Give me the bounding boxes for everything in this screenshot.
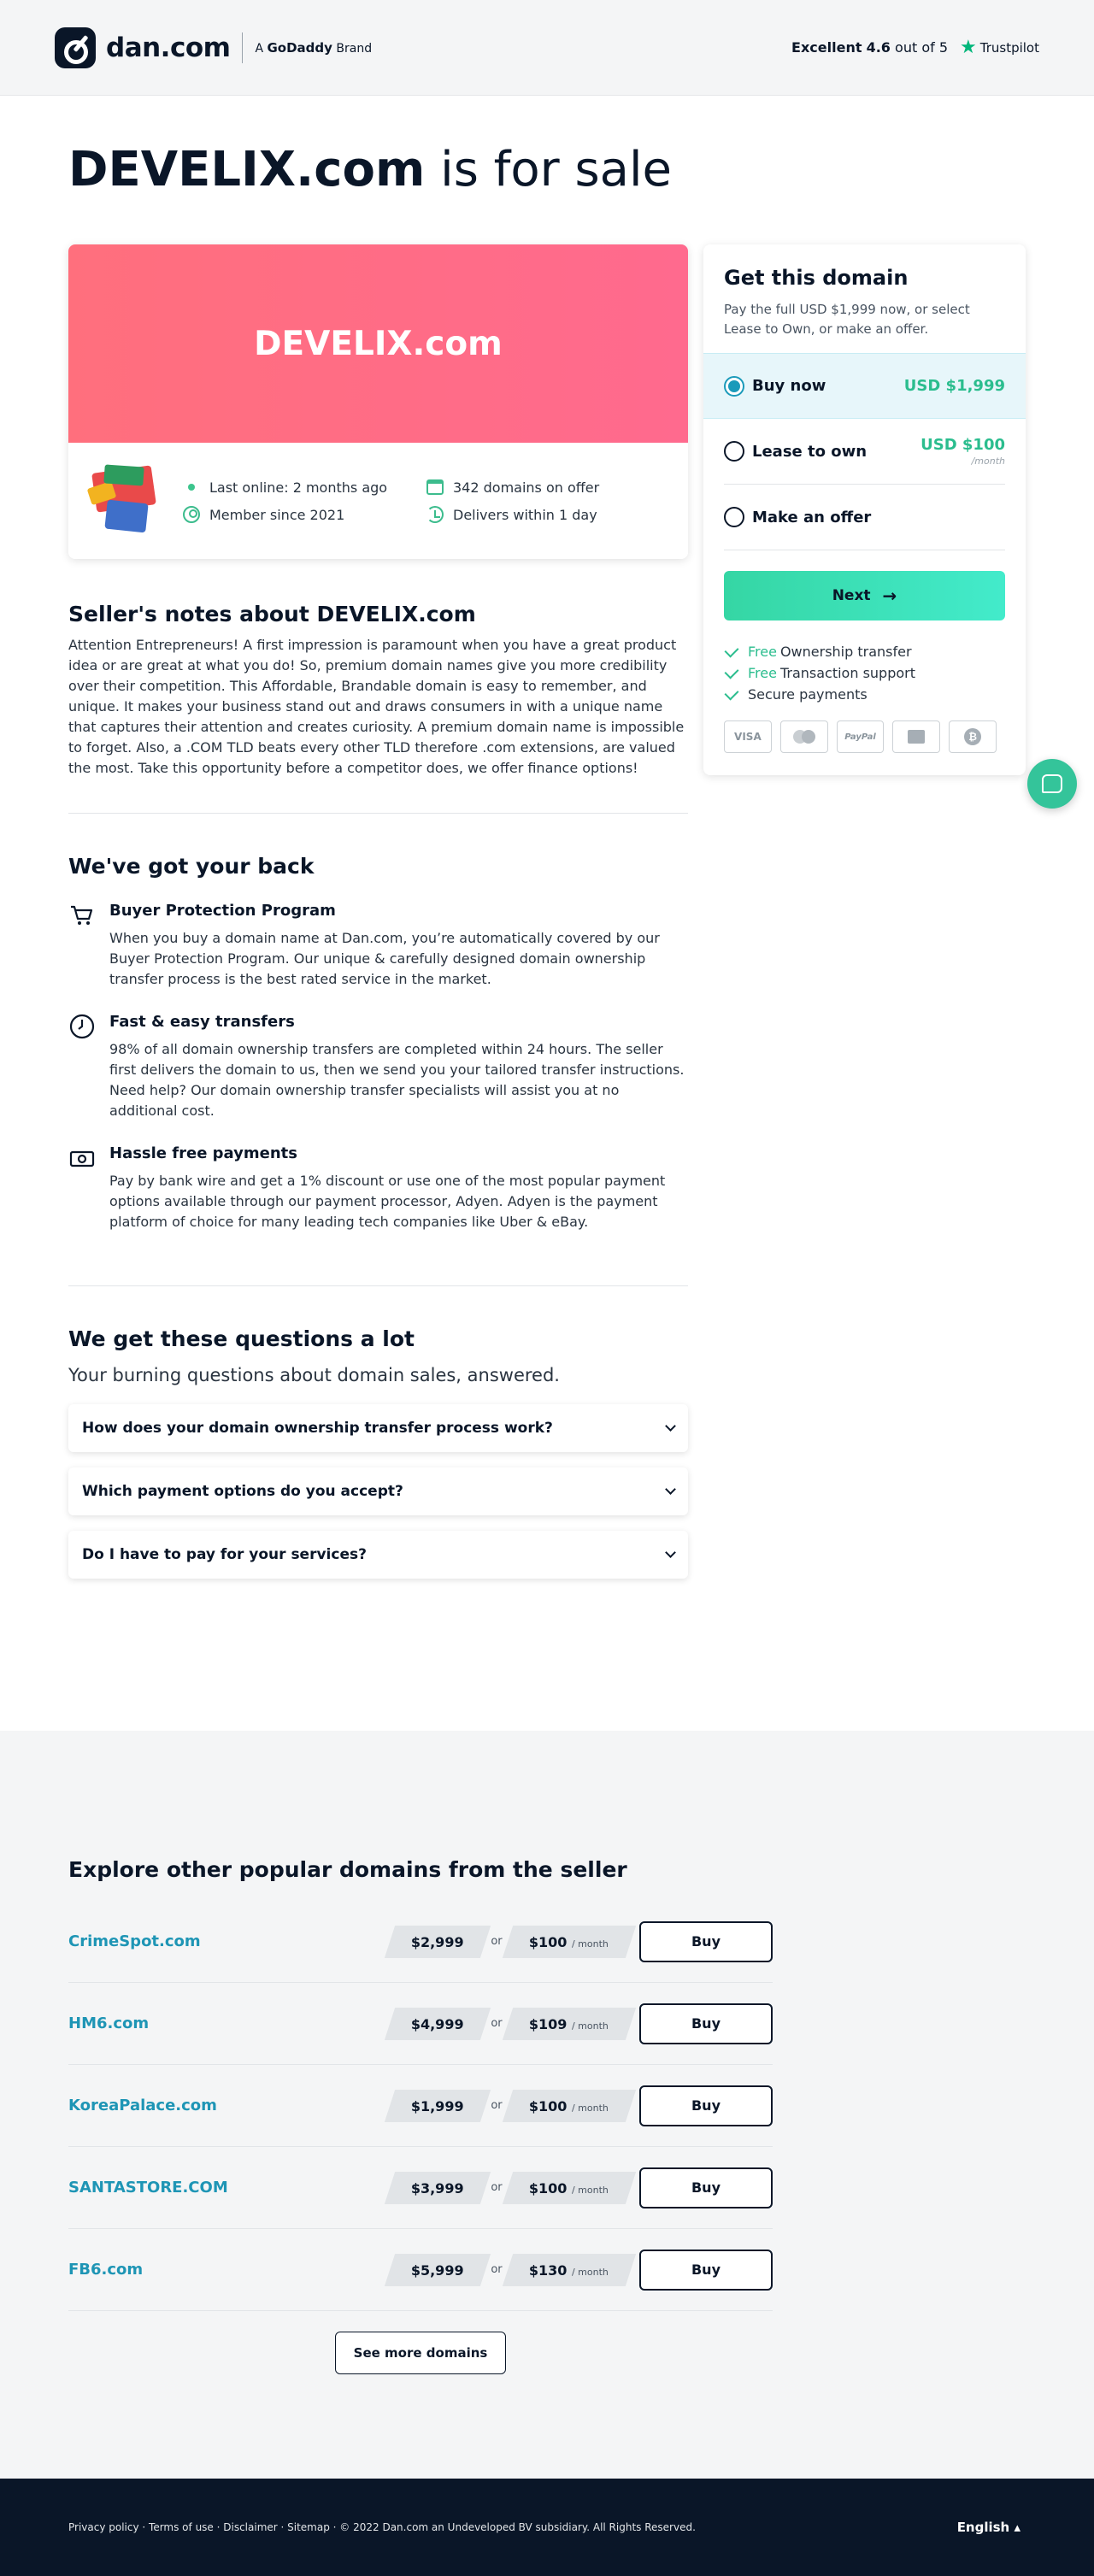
- banner-domain-text: DEVELIX.com: [254, 324, 503, 363]
- visa-icon: VISA: [724, 720, 772, 753]
- online-dot-icon: [182, 478, 201, 497]
- domain-price: $1,999: [385, 2090, 491, 2122]
- chat-button[interactable]: [1027, 759, 1077, 809]
- left-column: [68, 244, 688, 1594]
- language-selector[interactable]: English ▴: [956, 2520, 1020, 2535]
- domains-on-offer[interactable]: 342 domains on offer: [426, 473, 669, 501]
- footer: [0, 2479, 1094, 2576]
- radio-icon[interactable]: [724, 441, 744, 462]
- paypal-icon: PayPal: [837, 720, 885, 753]
- domain-price: $4,999: [385, 2008, 491, 2040]
- member-since: Member since 2021: [182, 501, 426, 528]
- seller-info: [68, 443, 688, 559]
- domain-lease-price: $130 / month: [503, 2254, 636, 2286]
- faq-heading: We get these questions a lot: [68, 1326, 415, 1351]
- faq-item[interactable]: Which payment options do you accept?: [68, 1467, 688, 1515]
- delivery-time: Delivers within 1 day: [426, 501, 669, 528]
- seller-notes-heading: Seller's notes about DEVELIX.com: [68, 602, 476, 626]
- last-online: Last online: 2 months ago: [182, 473, 426, 501]
- check-icon: [725, 685, 739, 700]
- check-icon: [725, 664, 739, 679]
- feature-title: Fast & easy transfers: [109, 1013, 295, 1031]
- domain-price: $5,999: [385, 2254, 491, 2286]
- clock-icon: [426, 505, 444, 524]
- got-your-back-heading: We've got your back: [68, 854, 315, 879]
- domain-link[interactable]: HM6.com: [68, 2014, 150, 2032]
- buy-button[interactable]: Buy: [639, 2250, 773, 2291]
- chevron-down-icon: [665, 1484, 676, 1495]
- footer-links[interactable]: Privacy policy · Terms of use · Disclaimer · Sitemap · © 2022 Dan.com an Undeveloped BV subsidiary. All Rights Reserved.: [68, 2521, 696, 2533]
- arrow-right-icon: →: [882, 585, 897, 606]
- faq-item[interactable]: Do I have to pay for your services?: [68, 1531, 688, 1579]
- buy-button[interactable]: Buy: [639, 2085, 773, 2126]
- explore-section: [0, 1731, 1094, 2479]
- domain-row: CrimeSpot.com $2,999 or $100 / month Buy: [68, 1901, 773, 1983]
- chevron-down-icon: [665, 1420, 676, 1432]
- trustpilot-label: Trustpilot: [979, 39, 1039, 56]
- check-icon: [725, 643, 739, 657]
- domain-lease-price: $109 / month: [503, 2008, 636, 2040]
- feature-text: When you buy a domain name at Dan.com, you’re automatically covered by our Buyer Protection Program. Our unique & carefully designed domain ownership transfer process is the best rated service in the market.: [109, 930, 660, 987]
- top-header: [0, 0, 1094, 96]
- right-column: [703, 244, 1026, 1594]
- domain-lease-price: $100 / month: [503, 2090, 636, 2122]
- lease-price: USD $100 /month: [920, 436, 1005, 467]
- domain-price: $2,999: [385, 1926, 491, 1958]
- payment-methods: [703, 705, 1026, 775]
- buy-button[interactable]: Buy: [639, 1921, 773, 1962]
- rating-word: Excellent: [791, 39, 862, 56]
- domain-link[interactable]: KoreaPalace.com: [68, 2097, 217, 2114]
- feature-fast-transfers: [68, 1013, 688, 1121]
- page-title: DEVELIX.com is for sale: [68, 142, 672, 197]
- user-icon: [182, 505, 201, 524]
- godaddy-brand-label: A GoDaddy Brand: [255, 39, 373, 56]
- domain-price: $3,999: [385, 2172, 491, 2204]
- radio-icon[interactable]: [724, 507, 744, 527]
- domain-row: SANTASTORE.COM $3,999 or $100 / month Buy: [68, 2147, 773, 2229]
- domain-link[interactable]: CrimeSpot.com: [68, 1932, 201, 1950]
- trustpilot-star-icon: ★: [960, 37, 977, 58]
- buy-panel-title: Get this domain: [724, 266, 909, 290]
- domain-row: FB6.com $5,999 or $130 / month Buy: [68, 2229, 773, 2311]
- feature-title: Hassle free payments: [109, 1144, 297, 1162]
- brand[interactable]: [55, 27, 372, 68]
- money-icon: [68, 1144, 96, 1172]
- faq-subheading: Your burning questions about domain sales, answered.: [68, 1365, 560, 1385]
- domain-row: KoreaPalace.com $1,999 or $100 / month Buy: [68, 2065, 773, 2147]
- feature-hassle-free: [68, 1144, 688, 1232]
- next-button[interactable]: Next →: [724, 571, 1005, 620]
- see-more-domains-button[interactable]: See more domains: [335, 2332, 506, 2374]
- dan-logo-icon: [55, 27, 96, 68]
- perk-item: Free Ownership transfer: [724, 641, 1005, 662]
- bank-icon: [892, 720, 940, 753]
- mastercard-icon: [780, 720, 828, 753]
- domain-link[interactable]: SANTASTORE.COM: [68, 2179, 228, 2197]
- faq-item[interactable]: How does your domain ownership transfer process work?: [68, 1404, 688, 1452]
- brand-divider: [242, 32, 243, 63]
- perk-item: Free Transaction support: [724, 662, 1005, 684]
- section-divider: [68, 813, 688, 814]
- feature-buyer-protection: [68, 902, 688, 990]
- perk-item: Secure payments: [724, 684, 1005, 705]
- trustpilot-rating[interactable]: [791, 37, 1039, 58]
- domain-row: HM6.com $4,999 or $109 / month Buy: [68, 1983, 773, 2065]
- domain-link[interactable]: FB6.com: [68, 2261, 144, 2279]
- buy-panel-description: Pay the full USD $1,999 now, or select Lease to Own, or make an offer.: [724, 302, 970, 337]
- rating-suffix: out of 5: [895, 39, 949, 56]
- domain-lease-price: $100 / month: [503, 1926, 636, 1958]
- explore-heading: Explore other popular domains from the seller: [68, 1857, 627, 1882]
- buy-now-price: USD $1,999: [903, 377, 1005, 395]
- chevron-down-icon: [665, 1547, 676, 1558]
- feature-title: Buyer Protection Program: [109, 902, 336, 920]
- chat-bubble-icon: [1042, 774, 1062, 793]
- brand-name: dan.com: [106, 32, 231, 63]
- bitcoin-icon: ₿: [949, 720, 997, 753]
- buy-panel: [703, 244, 1026, 775]
- option-make-offer[interactable]: Make an offer: [703, 485, 1026, 550]
- option-lease-to-own[interactable]: Lease to own USD $100 /month: [703, 419, 1026, 485]
- buy-button[interactable]: Buy: [639, 2167, 773, 2208]
- for-sale-image: [87, 462, 162, 539]
- radio-selected-icon[interactable]: [724, 376, 744, 397]
- perks-list: [703, 641, 1026, 705]
- clock-icon: [68, 1013, 96, 1040]
- main-content: [0, 142, 1094, 1594]
- browser-icon: [426, 478, 444, 497]
- feature-text: 98% of all domain ownership transfers are completed within 24 hours. The seller first delivers the domain to us, then we send you your tailored transfer instructions. Need help? Our domain ownership transfer specialists will assist you at no additional cost.: [109, 1041, 685, 1119]
- seller-notes-text: Attention Entrepreneurs! A first impression is paramount when you have a great product idea or are great at what you do! So, premium domain names give you more credibility over their competition. This Affordable, Brandable domain is easy to remember, and unique. It makes your business stand out and draws consumers in with a unique name that captures their attention and creates curiosity. A premium domain name is impossible to forget. Also, a .COM TLD beats every other TLD therefore .com extensions, are valued the most. Take this opportunity before a competitor does, we offer finance options!: [68, 637, 685, 776]
- section-divider: [68, 1285, 688, 1286]
- domain-hero-card: [68, 244, 688, 559]
- cart-icon: [68, 902, 96, 929]
- domain-banner: [68, 244, 688, 443]
- feature-text: Pay by bank wire and get a 1% discount or use one of the most popular payment options available through our payment processor, Adyen. Adyen is the payment platform of choice for many leading tech companies like Uber & eBay.: [109, 1173, 666, 1230]
- option-buy-now[interactable]: Buy now USD $1,999: [703, 353, 1026, 419]
- rating-value: 4.6: [866, 39, 891, 56]
- domain-lease-price: $100 / month: [503, 2172, 636, 2204]
- buy-button[interactable]: Buy: [639, 2003, 773, 2044]
